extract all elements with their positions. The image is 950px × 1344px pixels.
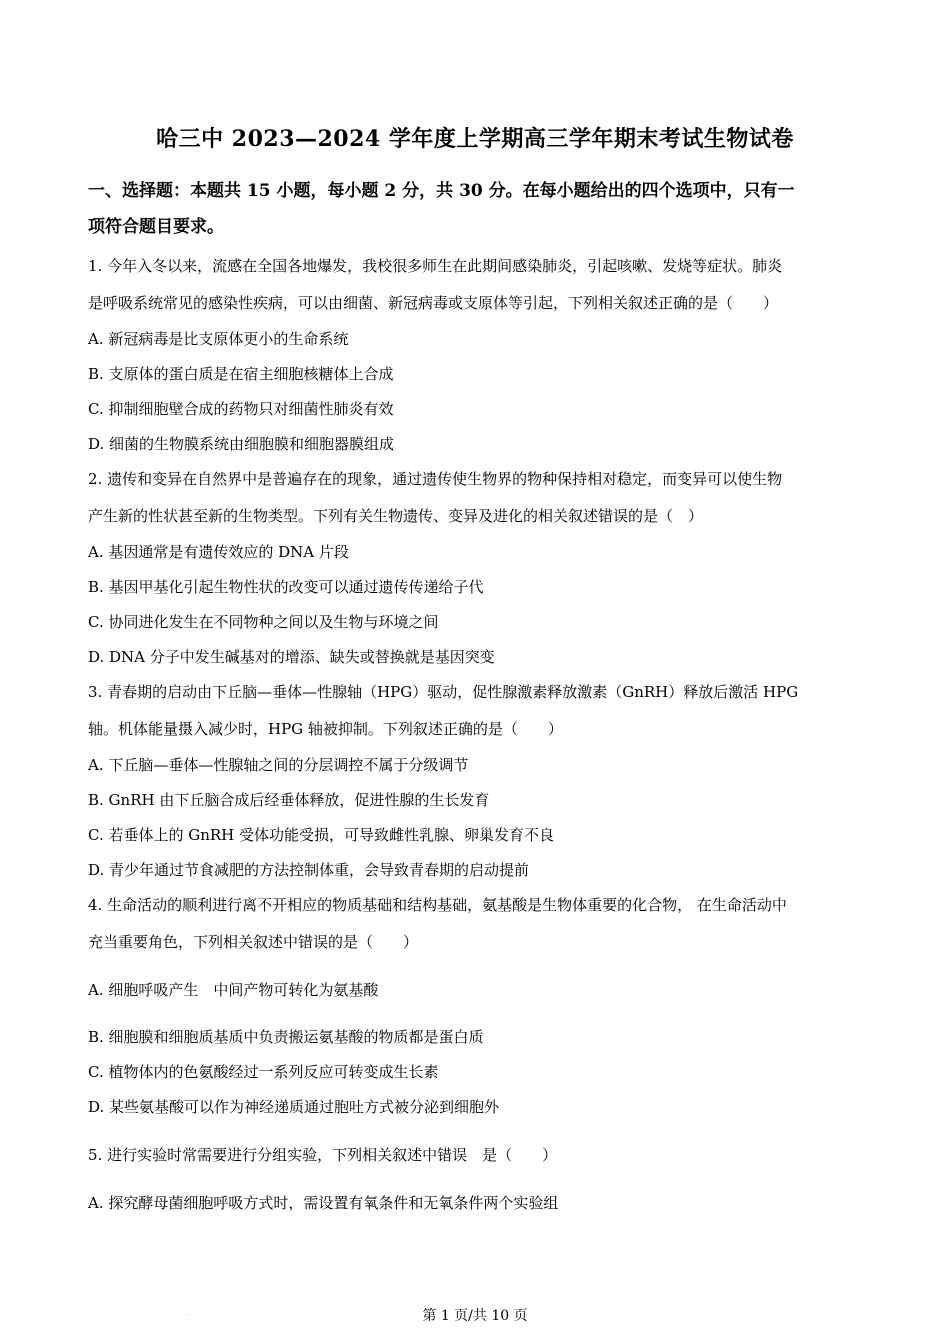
scan-dot-mark: . (187, 1310, 189, 1317)
question-2-option-d: D. DNA 分子中发生碱基对的增添、缺失或替换就是基因突变 (88, 648, 495, 666)
question-1-stem-line-2: 是呼吸系统常见的感染性疾病，可以由细菌、新冠病毒或支原体等引起，下列相关叙述正确的是（ ） (88, 294, 779, 312)
question-4-option-d: D. 某些氨基酸可以作为神经递质通过胞吐方式被分泌到细胞外 (88, 1098, 500, 1116)
question-1-option-b: B. 支原体的蛋白质是在宿主细胞核糖体上合成 (88, 365, 394, 383)
question-4-stem-line-2: 充当重要角色，下列相关叙述中错误的是（ ） (88, 933, 419, 951)
question-3-stem-line-1: 3. 青春期的启动由下丘脑—垂体—性腺轴（HPG）驱动，促性腺激素释放激素（GnRH）释放后激活 HPG (88, 683, 799, 701)
question-3-option-a: A. 下丘脑—垂体—性腺轴之间的分层调控不属于分级调节 (88, 756, 469, 774)
question-1-option-c: C. 抑制细胞壁合成的药物只对细菌性肺炎有效 (88, 400, 394, 418)
question-4-stem-line-1: 4. 生命活动的顺利进行离不开相应的物质基础和结构基础，氨基酸是生物体重要的化合物， 在生命活动中 (88, 896, 787, 914)
exam-title: 哈三中 2023—2024 学年度上学期高三学年期末考试生物试卷 (156, 126, 794, 152)
question-2-option-c: C. 协同进化发生在不同物种之间以及生物与环境之间 (88, 613, 439, 631)
page-number-footer: 第 1 页/共 10 页 (422, 1308, 528, 1324)
section-heading-line-2: 项符合题目要求。 (88, 217, 224, 237)
question-3-option-c: C. 若垂体上的 GnRH 受体功能受损，可导致雌性乳腺、卵巢发育不良 (88, 826, 555, 844)
question-3-stem-line-2: 轴。机体能量摄入减少时，HPG 轴被抑制。下列叙述正确的是（ ） (88, 720, 563, 738)
question-3-option-b: B. GnRH 由下丘脑合成后经垂体释放，促进性腺的生长发育 (88, 791, 490, 809)
section-heading-line-1: 一、选择题：本题共 15 小题，每小题 2 分，共 30 分。在每小题给出的四个选项中，只有一 (88, 181, 795, 201)
question-1-stem-line-1: 1. 今年入冬以来，流感在全国各地爆发，我校很多师生在此期间感染肺炎，引起咳嗽、发烧等症状。肺炎 (88, 257, 783, 275)
question-4-option-a: A. 细胞呼吸产生 中间产物可转化为氨基酸 (88, 981, 379, 999)
question-2-stem-line-1: 2. 遗传和变异在自然界中是普遍存在的现象，通过遗传使生物界的物种保持相对稳定，而变异可以使生物 (88, 470, 783, 488)
question-5-option-a: A. 探究酵母菌细胞呼吸方式时，需设置有氧条件和无氧条件两个实验组 (88, 1194, 559, 1212)
question-4-option-c: C. 植物体内的色氨酸经过一系列反应可转变成生长素 (88, 1063, 439, 1081)
question-1-option-d: D. 细菌的生物膜系统由细胞膜和细胞器膜组成 (88, 435, 395, 453)
question-4-option-b: B. 细胞膜和细胞质基质中负责搬运氨基酸的物质都是蛋白质 (88, 1028, 484, 1046)
question-2-stem-line-2: 产生新的性状甚至新的生物类型。下列有关生物遗传、变异及进化的相关叙述错误的是（ ） (88, 507, 704, 525)
question-3-option-d: D. 青少年通过节食减肥的方法控制体重，会导致青春期的启动提前 (88, 861, 530, 879)
question-5-stem-line-1: 5. 进行实验时常需要进行分组实验，下列相关叙述中错误 是（ ） (88, 1146, 558, 1164)
question-2-option-a: A. 基因通常是有遗传效应的 DNA 片段 (88, 543, 349, 561)
question-1-option-a: A. 新冠病毒是比支原体更小的生命系统 (88, 330, 349, 348)
section-heading (88, 173, 868, 245)
question-2-option-b: B. 基因甲基化引起生物性状的改变可以通过遗传传递给子代 (88, 578, 484, 596)
